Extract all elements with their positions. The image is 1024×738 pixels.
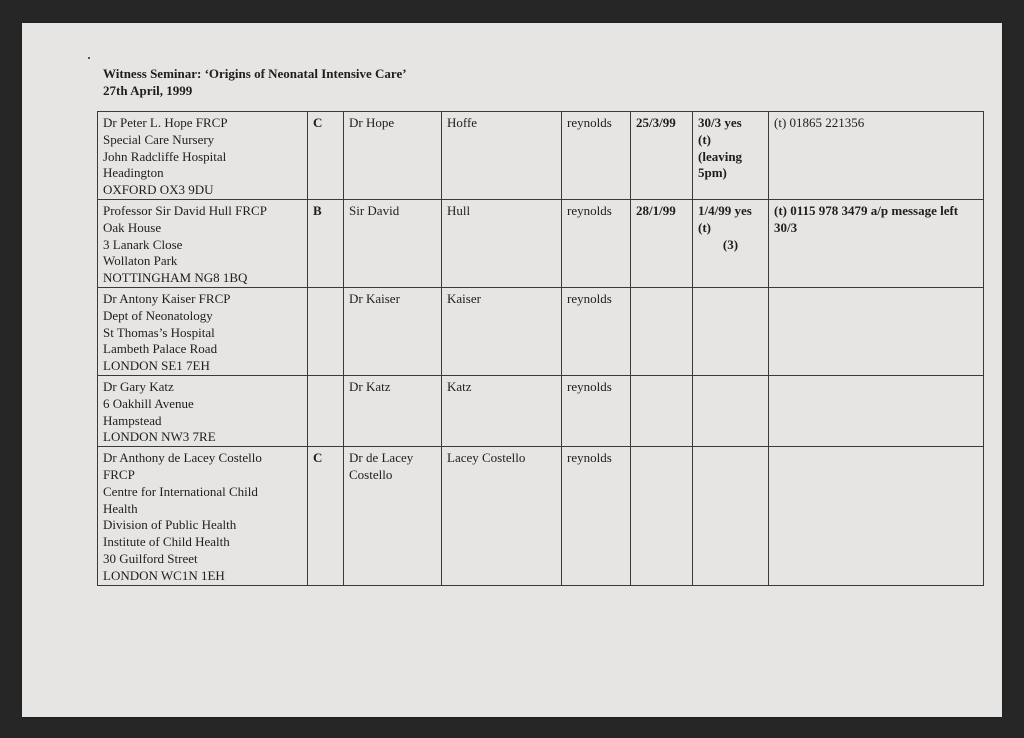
date-sent-cell: 28/1/99 (631, 199, 693, 287)
reply-cell (693, 287, 769, 375)
document-heading (103, 65, 407, 99)
seminar-title: Witness Seminar: ‘Origins of Neonatal Intensive Care’ (103, 66, 407, 81)
table-row (98, 112, 984, 200)
surname-cell: Hull (442, 199, 562, 287)
address-cell: Dr Anthony de Lacey Costello FRCP Centre for International Child Health Division of Public Health Institute of Child Health 30 Guilford Street LONDON WC1N 1EH (98, 447, 308, 585)
grade-cell: C (308, 447, 344, 585)
reply-cell (693, 375, 769, 446)
surname-cell: Kaiser (442, 287, 562, 375)
table-row (98, 287, 984, 375)
table-row (98, 199, 984, 287)
grade-cell (308, 287, 344, 375)
table-row (98, 375, 984, 446)
address-cell: Professor Sir David Hull FRCP Oak House 3 Lanark Close Wollaton Park NOTTINGHAM NG8 1BQ (98, 199, 308, 287)
date-sent-cell (631, 287, 693, 375)
date-sent-cell (631, 447, 693, 585)
salutation-cell: Dr Hope (344, 112, 442, 200)
address-cell: Dr Antony Kaiser FRCP Dept of Neonatology St Thomas’s Hospital Lambeth Palace Road LONDON SE1 7EH (98, 287, 308, 375)
surname-cell: Lacey Costello (442, 447, 562, 585)
source-cell: reynolds (562, 287, 631, 375)
reply-cell: 30/3 yes (t) (leaving 5pm) (693, 112, 769, 200)
contact-cell (769, 375, 984, 446)
date-sent-cell: 25/3/99 (631, 112, 693, 200)
source-cell: reynolds (562, 199, 631, 287)
contacts-table (97, 111, 984, 586)
address-cell: Dr Gary Katz 6 Oakhill Avenue Hampstead LONDON NW3 7RE (98, 375, 308, 446)
contact-cell (769, 447, 984, 585)
contact-cell (769, 287, 984, 375)
source-cell: reynolds (562, 375, 631, 446)
surname-cell: Hoffe (442, 112, 562, 200)
reply-cell: 1/4/99 yes (t) (3) (693, 199, 769, 287)
table-row (98, 447, 984, 585)
ink-dot (88, 57, 90, 59)
grade-cell: B (308, 199, 344, 287)
reply-cell (693, 447, 769, 585)
salutation-cell: Dr de Lacey Costello (344, 447, 442, 585)
grade-cell: C (308, 112, 344, 200)
surname-cell: Katz (442, 375, 562, 446)
source-cell: reynolds (562, 112, 631, 200)
date-sent-cell (631, 375, 693, 446)
address-cell: Dr Peter L. Hope FRCP Special Care Nursery John Radcliffe Hospital Headington OXFORD OX3 9DU (98, 112, 308, 200)
contact-cell: (t) 01865 221356 (769, 112, 984, 200)
salutation-cell: Dr Kaiser (344, 287, 442, 375)
contact-cell: (t) 0115 978 3479 a/p message left 30/3 (769, 199, 984, 287)
seminar-date: 27th April, 1999 (103, 83, 193, 98)
grade-cell (308, 375, 344, 446)
salutation-cell: Sir David (344, 199, 442, 287)
salutation-cell: Dr Katz (344, 375, 442, 446)
source-cell: reynolds (562, 447, 631, 585)
